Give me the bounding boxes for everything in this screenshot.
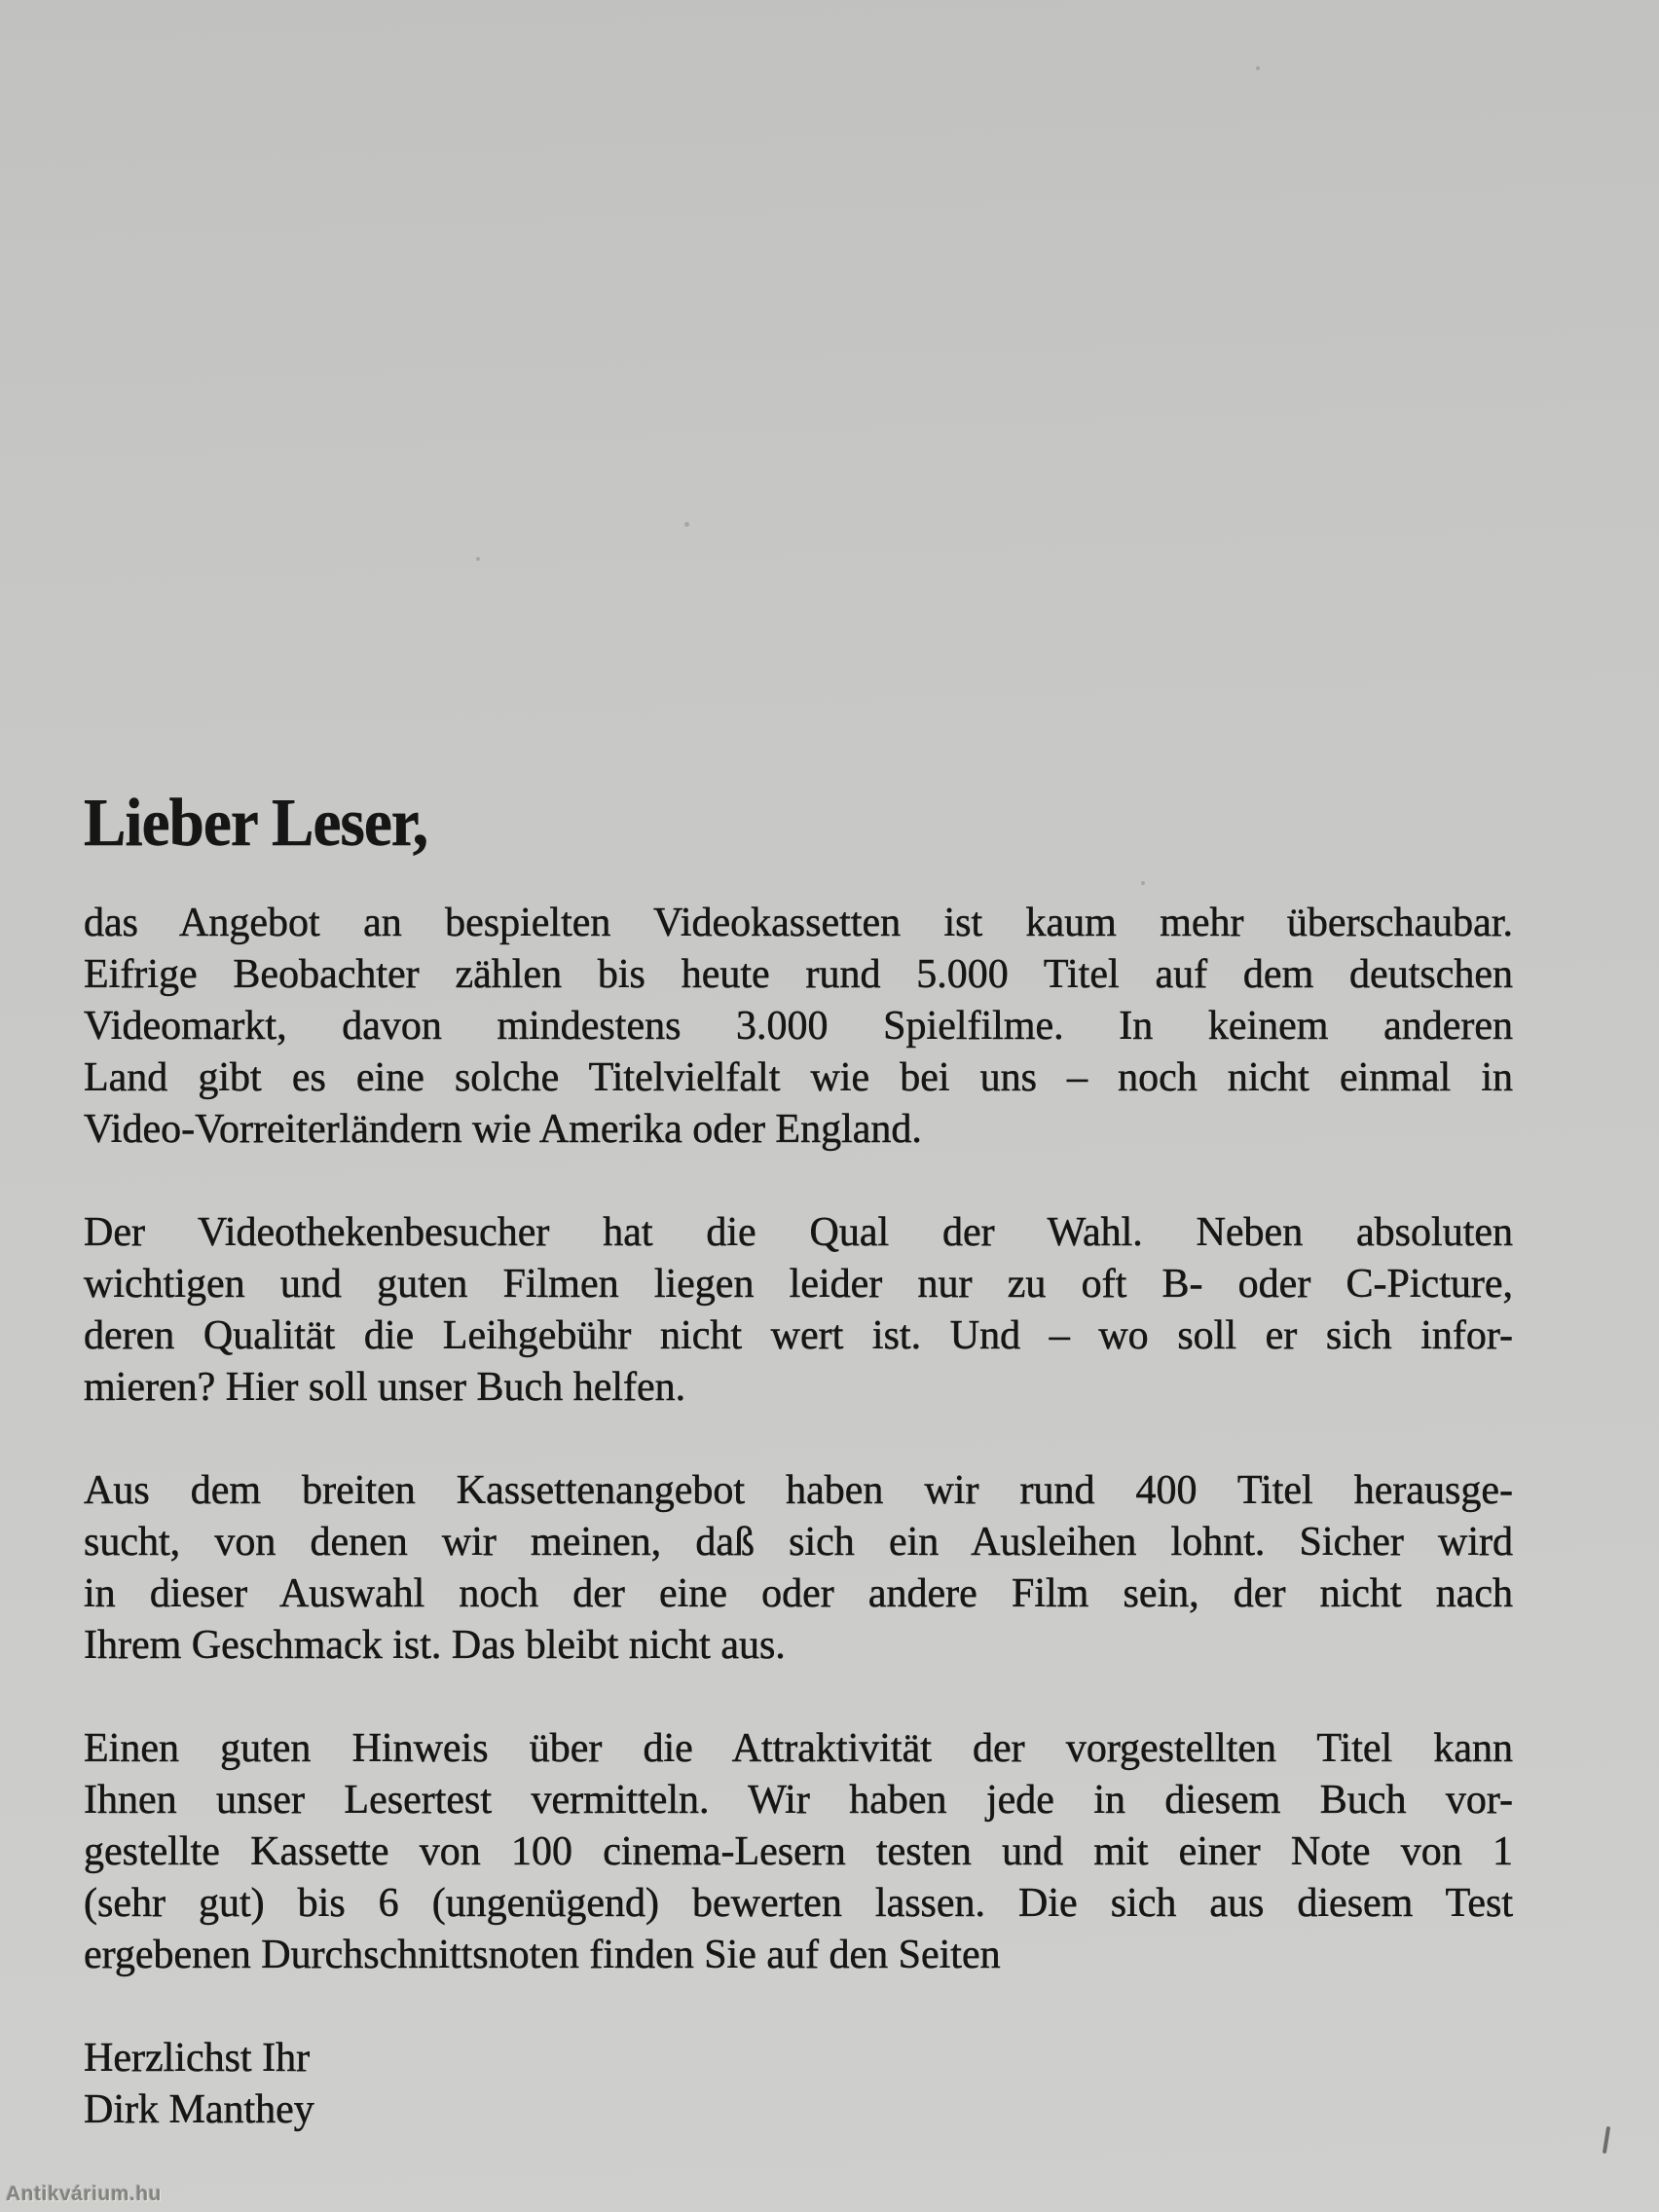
paper-speck xyxy=(684,522,689,527)
paper-speck xyxy=(1256,66,1260,70)
text-line: deren Qualität die Leihgebühr nicht wert ist. Und – wo soll er sich infor- xyxy=(84,1313,1513,1358)
text-line: wichtigen und guten Filmen liegen leider nur zu oft B- oder C-Picture, xyxy=(84,1262,1513,1307)
text-line: Der Videothekenbesucher hat die Qual der Wahl. Neben absoluten xyxy=(84,1210,1513,1255)
text-line: Videomarkt, davon mindestens 3.000 Spielfilme. In keinem anderen xyxy=(84,1004,1513,1049)
signature-name: Dirk Manthey xyxy=(84,2087,314,2132)
text-line: Eifrige Beobachter zählen bis heute rund 5.000 Titel auf dem deutschen xyxy=(84,952,1513,997)
text-line: gestellte Kassette von 100 cinema-Lesern testen und mit einer Note von 1 xyxy=(84,1829,1513,1874)
text-line: Aus dem breiten Kassettenangebot haben wir rund 400 Titel herausge- xyxy=(84,1468,1513,1513)
paragraph-2 xyxy=(84,1207,1513,1414)
text-line: sucht, von denen wir meinen, daß sich ein Ausleihen lohnt. Sicher wird xyxy=(84,1520,1513,1565)
text-line: ergebenen Durchschnittsnoten finden Sie auf den Seiten xyxy=(84,1933,1001,1977)
paragraph-1 xyxy=(84,898,1513,1156)
paragraph-4 xyxy=(84,1723,1513,1981)
text-line: Einen guten Hinweis über die Attraktivität der vorgestellten Titel kann xyxy=(84,1726,1513,1771)
text-line: Video-Vorreiterländern wie Amerika oder England. xyxy=(84,1107,922,1152)
text-line: Land gibt es eine solche Titelvielfalt wie bei uns – noch nicht einmal in xyxy=(84,1055,1513,1100)
pen-scan-mark xyxy=(1603,2126,1610,2154)
signature-block xyxy=(84,2033,1513,2136)
text-line: das Angebot an bespielten Videokassetten ist kaum mehr überschaubar. xyxy=(84,901,1513,945)
antikvarium-watermark: Antikvárium.hu xyxy=(6,2183,162,2205)
text-line: mieren? Hier soll unser Buch helfen. xyxy=(84,1365,686,1410)
text-line: in dieser Auswahl noch der eine oder andere Film sein, der nicht nach xyxy=(84,1571,1513,1616)
text-line: Ihrem Geschmack ist. Das bleibt nicht aus. xyxy=(84,1623,786,1668)
letter-content xyxy=(84,785,1513,2136)
text-line: (sehr gut) bis 6 (ungenügend) bewerten lassen. Die sich aus diesem Test xyxy=(84,1881,1513,1926)
paragraph-3 xyxy=(84,1465,1513,1672)
signature-closing: Herzlichst Ihr xyxy=(84,2036,311,2081)
page-title: Lieber Leser, xyxy=(84,786,428,861)
paper-speck xyxy=(476,557,480,561)
text-line: Ihnen unser Lesertest vermitteln. Wir haben jede in diesem Buch vor- xyxy=(84,1778,1513,1823)
